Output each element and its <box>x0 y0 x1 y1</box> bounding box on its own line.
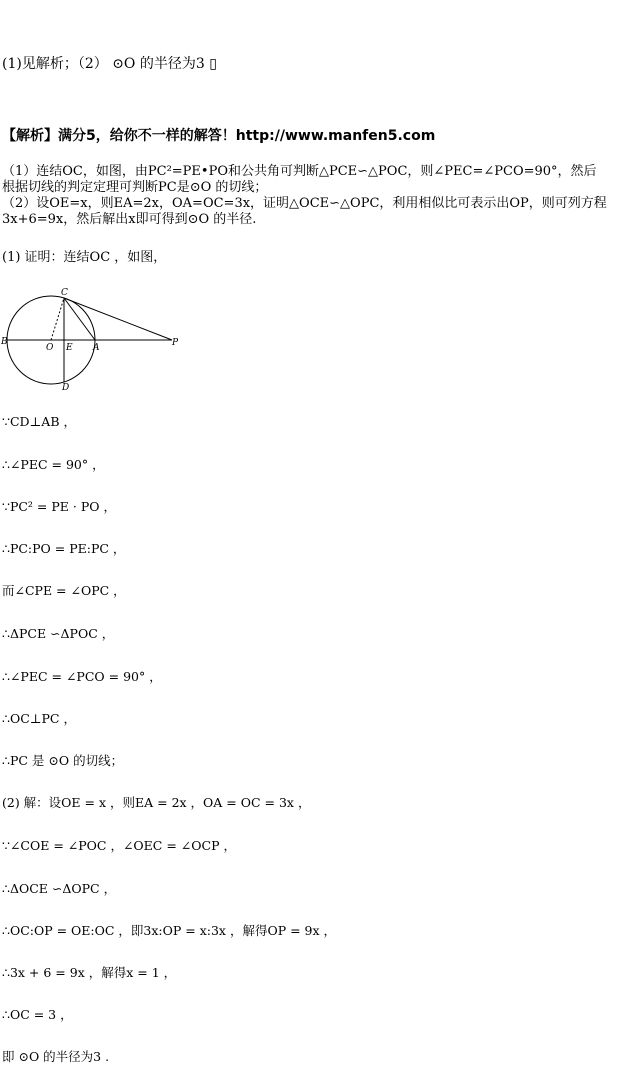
geometry-figure <box>0 286 190 396</box>
radius-oc <box>51 298 64 340</box>
proof-step-6: ∴ΔPCE ∽ΔPOC ， <box>2 626 115 641</box>
analysis-title: 【解析】满分5，给你不一样的解答！ <box>2 128 236 144</box>
proof-step-1: ∵CD⊥AB ， <box>2 414 76 429</box>
label-b: B <box>1 337 8 347</box>
proof-step-2: ∴∠PEC = 90° ， <box>2 457 105 472</box>
proof-step-16: 即 ⊙O 的半径为3 . <box>2 1049 110 1064</box>
proof-intro: (1) 证明：连结OC ，如图， <box>2 250 167 265</box>
label-p: P <box>172 338 179 348</box>
proof-step-15: ∴OC = 3 ， <box>2 1007 73 1022</box>
proof-step-14: ∴3x + 6 = 9x ，解得x = 1 ， <box>2 965 177 980</box>
label-a: A <box>93 343 100 353</box>
analysis-summary <box>2 164 628 228</box>
proof-step-3: ∵PC² = PE · PO ， <box>2 499 116 514</box>
proof-step-7: ∴∠PEC = ∠PCO = 90° ， <box>2 669 162 684</box>
analysis-p2-line2: 3x+6=9x，然后解出x即可得到⊙O 的半径. <box>2 212 257 227</box>
proof-step-13: ∴OC:OP = OE:OC ，即3x:OP = x:3x ，解得OP = 9x ， <box>2 923 337 938</box>
label-d: D <box>62 383 70 393</box>
label-o: O <box>46 343 54 353</box>
proof-step-12: ∴ΔOCE ∽ΔOPC ， <box>2 881 117 896</box>
proof-step-5: 而∠CPE = ∠OPC ， <box>2 583 126 598</box>
label-c: C <box>61 288 68 298</box>
analysis-header <box>2 128 435 144</box>
proof-step-8: ∴OC⊥PC ， <box>2 711 76 726</box>
proof-step-4: ∴PC:PO = PE:PC ， <box>2 541 126 556</box>
analysis-p2-line1: （2）设OE=x，则EA=2x，OA=OC=3x，证明△OCE∽△OPC，利用相似比可表示出OP，则可列方程 <box>2 196 607 211</box>
tangent-cp <box>64 298 172 340</box>
label-e: E <box>66 343 73 353</box>
proof-step-10: (2) 解：设OE = x ，则EA = 2x ，OA = OC = 3x ， <box>2 795 311 810</box>
analysis-p1-line1: （1）连结OC，如图，由PC²=PE•PO和公共角可判断△PCE∽△POC，则∠PEC=∠PCO=90°，然后 <box>2 164 597 179</box>
proof-step-9: ∴PC 是 ⊙O 的切线； <box>2 753 124 768</box>
source-url[interactable]: http://www.manfen5.com <box>235 128 436 144</box>
proof-step-11: ∵∠COE = ∠POC ，∠OEC = ∠OCP ， <box>2 838 236 853</box>
answer-summary: (1)见解析；（2） ⊙O 的半径为3 ▯ <box>2 56 217 72</box>
analysis-p1-line2: 根据切线的判定定理可判断PC是⊙O 的切线； <box>2 180 268 195</box>
